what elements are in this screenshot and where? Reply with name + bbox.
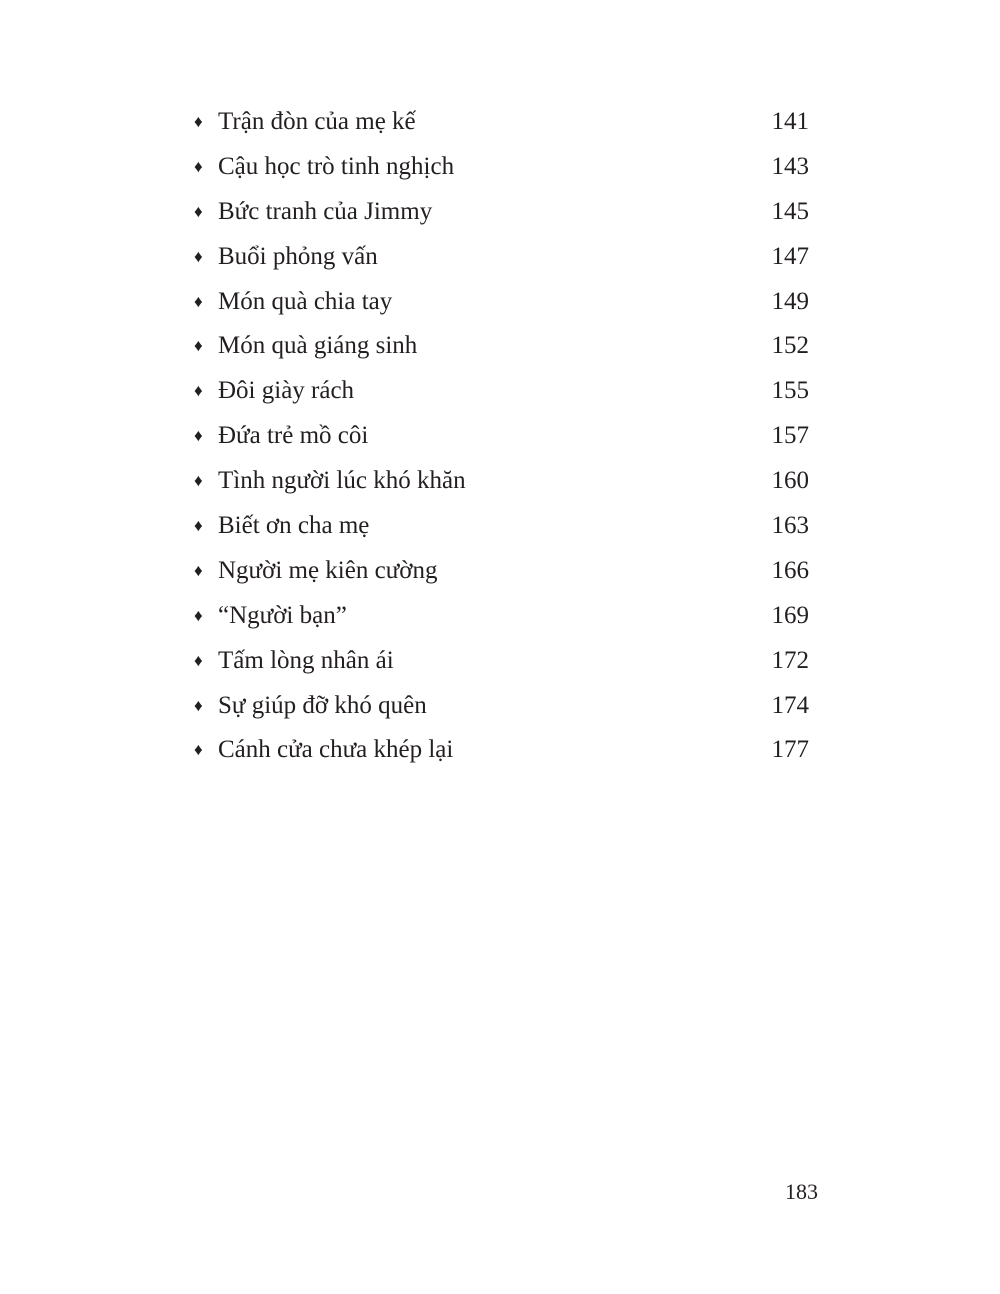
- toc-entry-page: 169: [771, 601, 809, 629]
- toc-entry-title: Người mẹ kiên cường: [218, 556, 438, 584]
- toc-entry-page: 157: [771, 422, 809, 450]
- toc-entry-page: 145: [771, 197, 809, 225]
- toc-entry-title: Bức tranh của Jimmy: [218, 197, 433, 225]
- diamond-bullet-icon: ♦: [194, 560, 203, 580]
- toc-entry-title: Đứa trẻ mồ côi: [218, 422, 369, 450]
- toc-entry: [194, 145, 809, 190]
- diamond-bullet-icon: ♦: [194, 246, 203, 266]
- toc-entry-page: 174: [771, 691, 809, 719]
- toc-entry: [194, 414, 809, 459]
- toc-entry-title: Tấm lòng nhân ái: [218, 646, 394, 674]
- table-of-contents: [194, 100, 809, 773]
- toc-entry-page: 177: [771, 736, 809, 764]
- toc-entry-page: 141: [771, 108, 809, 135]
- diamond-bullet-icon: ♦: [194, 336, 203, 356]
- toc-entry-title: Cậu học trò tinh nghịch: [218, 152, 455, 180]
- toc-entry-page: 163: [771, 512, 809, 540]
- toc-entry-page: 172: [771, 646, 809, 674]
- diamond-bullet-icon: ♦: [194, 471, 203, 491]
- toc-entry-title: Món quà giáng sinh: [218, 332, 418, 360]
- toc-entry: [194, 100, 809, 145]
- toc-entry-title: Trận đòn của mẹ kế: [218, 108, 416, 135]
- toc-entry: [194, 594, 809, 639]
- toc-entry-page: 166: [771, 556, 809, 584]
- diamond-bullet-icon: ♦: [194, 605, 203, 625]
- diamond-bullet-icon: ♦: [194, 516, 203, 536]
- toc-entry: [194, 639, 809, 684]
- toc-entry-title: Cánh cửa chưa khép lại: [218, 736, 454, 764]
- toc-entry-title: Buổi phỏng vấn: [218, 242, 378, 270]
- toc-entry-page: 143: [771, 152, 809, 180]
- diamond-bullet-icon: ♦: [194, 381, 203, 401]
- toc-entry: [194, 280, 809, 325]
- toc-entry: [194, 369, 809, 414]
- toc-entry: [194, 684, 809, 729]
- diamond-bullet-icon: ♦: [194, 201, 203, 221]
- toc-entry: [194, 728, 809, 773]
- toc-entry-page: 155: [771, 377, 809, 405]
- toc-entry: [194, 190, 809, 235]
- toc-entry-title: “Người bạn”: [218, 601, 347, 629]
- toc-entry-page: 160: [771, 467, 809, 495]
- diamond-bullet-icon: ♦: [194, 650, 203, 670]
- diamond-bullet-icon: ♦: [194, 156, 203, 176]
- diamond-bullet-icon: ♦: [194, 291, 203, 311]
- toc-entry: [194, 549, 809, 594]
- toc-entry: [194, 235, 809, 280]
- toc-entry-page: 149: [771, 287, 809, 315]
- toc-entry-title: Biết ơn cha mẹ: [218, 512, 370, 540]
- diamond-bullet-icon: ♦: [194, 112, 203, 131]
- toc-entry-title: Sự giúp đỡ khó quên: [218, 691, 427, 719]
- toc-entry-title: Tình người lúc khó khăn: [218, 467, 466, 495]
- toc-entry-title: Đôi giày rách: [218, 377, 355, 405]
- toc-entry-page: 147: [771, 242, 809, 270]
- page-number: 183: [785, 1179, 818, 1204]
- toc-entry-page: 152: [771, 332, 809, 360]
- toc-entry: [194, 459, 809, 504]
- toc-entry: [194, 324, 809, 369]
- toc-entry-title: Món quà chia tay: [218, 287, 393, 315]
- toc-entry: [194, 504, 809, 549]
- diamond-bullet-icon: ♦: [194, 426, 203, 446]
- diamond-bullet-icon: ♦: [194, 740, 203, 760]
- diamond-bullet-icon: ♦: [194, 695, 203, 715]
